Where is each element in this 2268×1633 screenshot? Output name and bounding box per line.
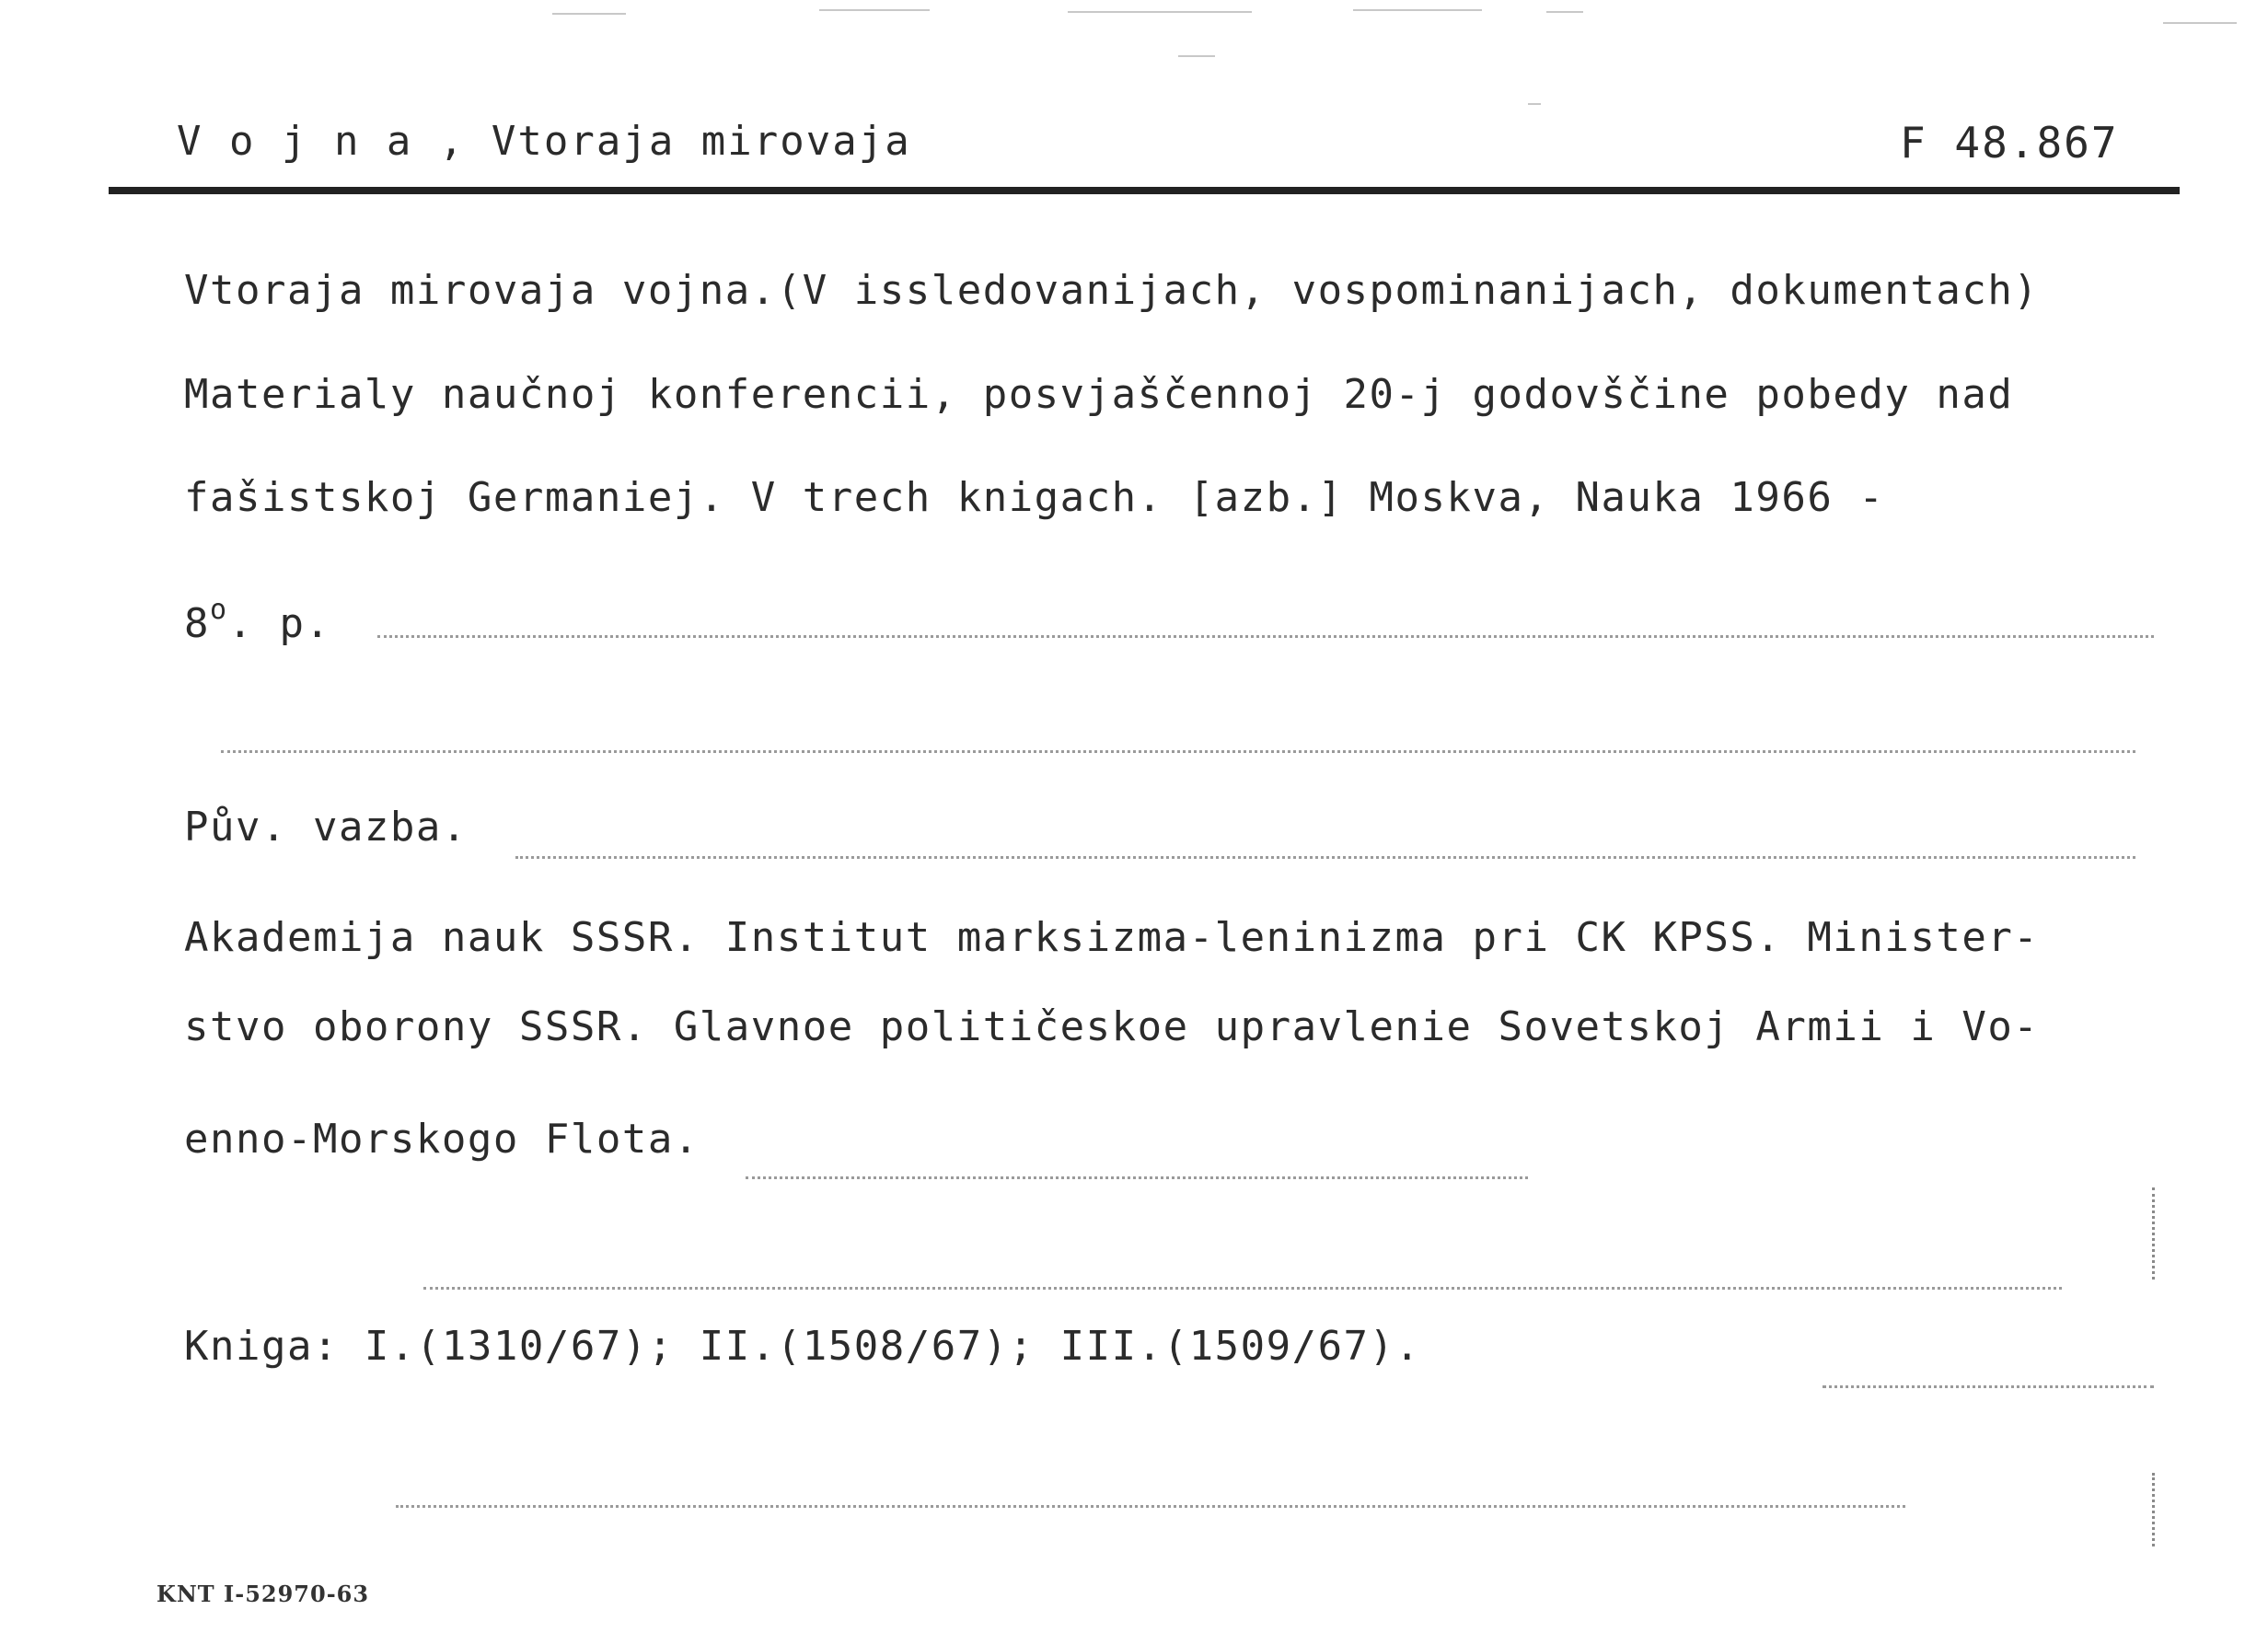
dotted-rule [515,856,2135,859]
format-number: 8 [184,600,210,647]
card-footer: KNT I-52970-63 [156,1581,370,1607]
card-heading: V o j n a , Vtoraja mirovaja [177,118,911,165]
title-line-3: fašistskoj Germaniej. V trech knigach. [azb.] Moskva, Nauka 1966 - [184,474,1885,521]
scan-mark [1353,9,1482,11]
title-line-2: Materialy naučnoj konferencii, posvjaščennoj 20-j godovščine pobedy nad [184,371,2014,418]
dotted-rule [377,635,2154,638]
authors-line-1: Akademija nauk SSSR. Institut marksizma-leninizma pri CK KPSS. Minister- [184,914,2040,961]
format-line [184,594,331,647]
edge-mark [2152,1187,2155,1280]
edge-mark [2152,1473,2155,1546]
format-degree: o [210,594,228,626]
scan-mark [1528,103,1541,105]
volumes-line: Kniga: I.(1310/67); II.(1508/67); III.(1509/67). [184,1323,1421,1370]
dotted-rule [423,1287,2062,1290]
authors-line-2: stvo oborony SSSR. Glavnoe političeskoe upravlenie Sovetskoj Armii i Vo- [184,1003,2040,1050]
authors-line-3: enno-Morskogo Flota. [184,1116,700,1163]
dotted-rule [746,1176,1528,1179]
format-pages: . p. [227,600,331,647]
scan-mark [2163,22,2237,24]
dotted-rule [1822,1385,2154,1388]
shelfmark: F 48.867 [1900,118,2119,168]
dotted-rule [221,750,2135,753]
title-line-1: Vtoraja mirovaja vojna.(V issledovanijach, vospominanijach, dokumentach) [184,267,2040,314]
scan-mark [552,13,626,15]
scan-mark [1068,11,1252,13]
dotted-rule [396,1505,1905,1508]
heading-rule [109,187,2180,194]
scan-mark [1546,11,1583,13]
binding-note: Pův. vazba. [184,804,468,851]
scan-mark [1178,55,1215,57]
scan-mark [819,9,930,11]
